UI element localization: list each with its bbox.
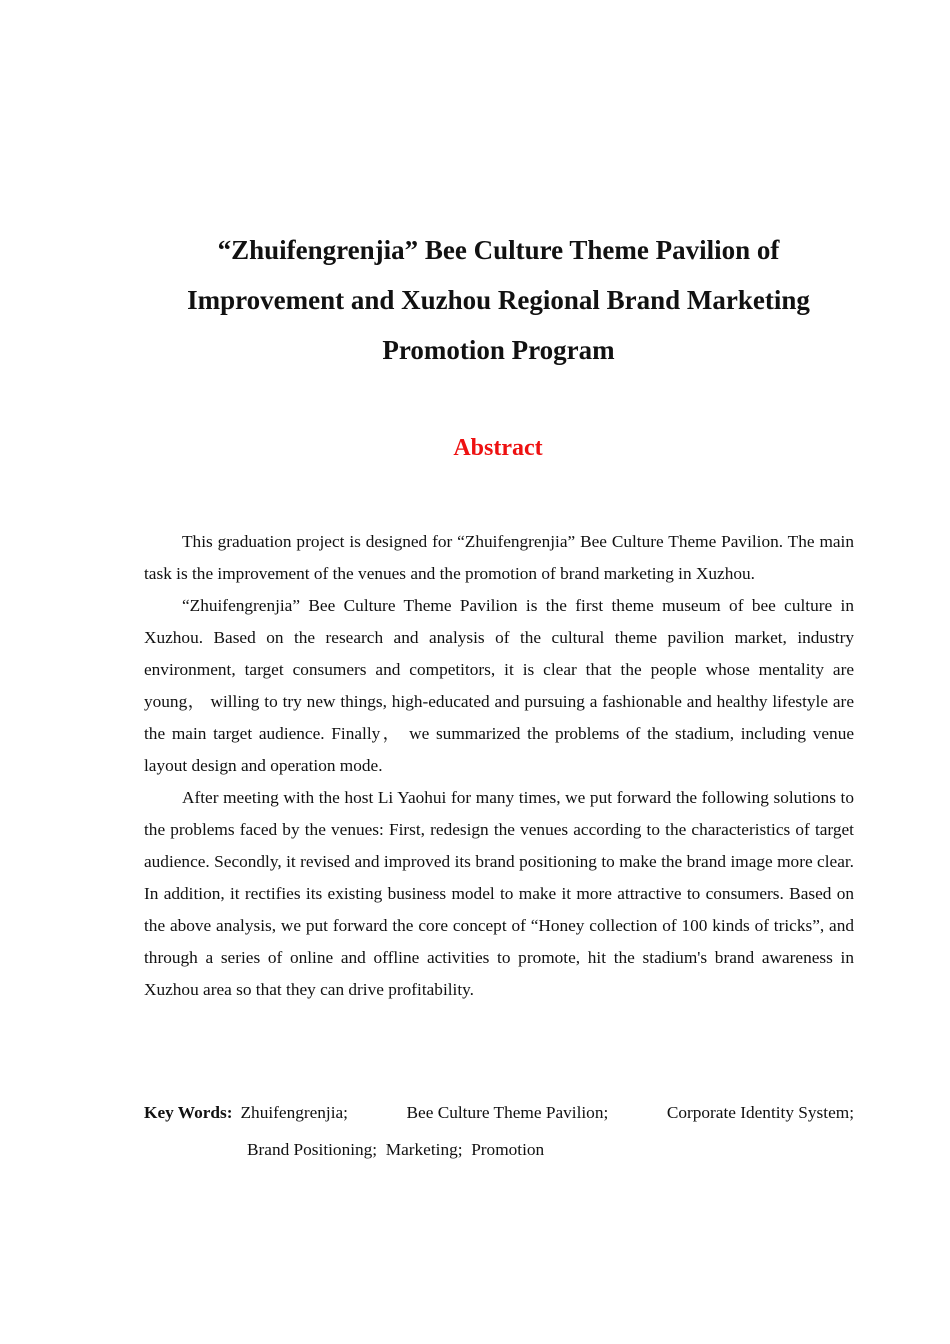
keyword-item: Marketing; bbox=[385, 1140, 463, 1159]
abstract-paragraph-2: “Zhuifengrenjia” Bee Culture Theme Pavilion is the first theme museum of bee culture in Xuzhou. Based on the research and analysis of the cultural theme pavilion market, industry environment, target consumers and competitors, it is clear that the people whose mentality are young， willing to try new things, high-educated and pursuing a fashionable and healthy lifestyle are the main target audience. Finally， we summarized the problems of the stadium, including venue layout design and operation mode. bbox=[144, 596, 854, 775]
title-line-1: “Zhuifengrenjia” Bee Culture Theme Pavilion of bbox=[217, 235, 780, 265]
keyword-item: Zhuifengrenjia; bbox=[240, 1103, 348, 1122]
abstract-heading: Abstract bbox=[453, 435, 543, 461]
keywords-label: Key Words: bbox=[144, 1103, 233, 1122]
keyword-item: Promotion bbox=[471, 1140, 545, 1159]
keyword-item: Bee Culture Theme Pavilion; bbox=[406, 1103, 609, 1122]
abstract-paragraph-1: This graduation project is designed for “Zhuifengrenjia” Bee Culture Theme Pavilion. The main task is the improvement of the venues and the promotion of brand marketing in Xuzhou. bbox=[144, 532, 854, 583]
keyword-item: Brand Positioning; bbox=[247, 1140, 378, 1159]
title-line-3: Promotion Program bbox=[382, 335, 615, 365]
keywords-line-1 bbox=[144, 1094, 854, 1131]
abstract-body bbox=[144, 526, 854, 1006]
keyword-item: Corporate Identity System; bbox=[666, 1103, 854, 1122]
keywords-block bbox=[144, 1094, 854, 1168]
title-line-2: Improvement and Xuzhou Regional Brand Marketing bbox=[187, 285, 810, 315]
abstract-paragraph-3: After meeting with the host Li Yaohui for many times, we put forward the following solutions to the problems faced by the venues: First, redesign the venues according to the characteristics of target audience. Secondly, it revised and improved its brand positioning to make the brand image more clear. In addition, it rectifies its existing business model to make it more attractive to consumers. Based on the above analysis, we put forward the core concept of “Honey collection of 100 kinds of tricks”, and through a series of online and offline activities to promote, hit the stadium's brand awareness in Xuzhou area so that they can drive profitability. bbox=[144, 788, 854, 999]
keywords-line-2 bbox=[144, 1131, 854, 1168]
document-title bbox=[120, 225, 877, 375]
